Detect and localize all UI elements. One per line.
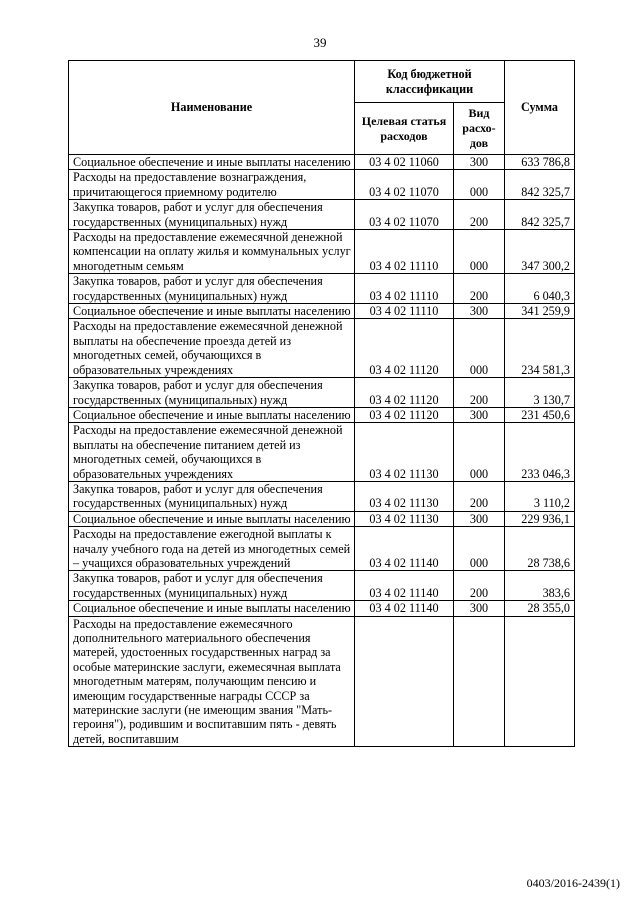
cell-expense-type: 200 <box>454 274 505 304</box>
cell-target-article: 03 4 02 11130 <box>355 423 454 482</box>
cell-target-article: 03 4 02 11110 <box>355 230 454 274</box>
header-expense-type: Вид расхо-дов <box>454 103 505 155</box>
cell-sum <box>505 616 575 747</box>
cell-name: Расходы на предоставление вознаграждения, причитающегося приемному родителю <box>69 170 355 200</box>
cell-target-article: 03 4 02 11140 <box>355 601 454 616</box>
budget-table <box>68 60 575 747</box>
cell-sum: 28 738,6 <box>505 527 575 571</box>
table-row <box>69 601 575 616</box>
cell-sum: 633 786,8 <box>505 155 575 170</box>
table-row <box>69 481 575 511</box>
table-row <box>69 230 575 274</box>
cell-sum: 3 130,7 <box>505 378 575 408</box>
cell-sum: 6 040,3 <box>505 274 575 304</box>
cell-expense-type: 300 <box>454 601 505 616</box>
cell-target-article: 03 4 02 11060 <box>355 155 454 170</box>
cell-target-article: 03 4 02 11110 <box>355 304 454 319</box>
cell-name: Закупка товаров, работ и услуг для обеспечения государственных (муниципальных) нужд <box>69 481 355 511</box>
table-row <box>69 423 575 482</box>
cell-target-article: 03 4 02 11120 <box>355 378 454 408</box>
cell-target-article: 03 4 02 11110 <box>355 274 454 304</box>
cell-name: Расходы на предоставление ежемесячной денежной выплаты на обеспечение проезда детей из многодетных семей, обучающихся в образовательных учреждениях <box>69 319 355 378</box>
cell-name: Закупка товаров, работ и услуг для обеспечения государственных (муниципальных) нужд <box>69 200 355 230</box>
cell-target-article: 03 4 02 11130 <box>355 511 454 526</box>
cell-expense-type: 200 <box>454 571 505 601</box>
table-row <box>69 170 575 200</box>
document-code: 0403/2016-2439(1) <box>526 876 620 890</box>
cell-name: Расходы на предоставление ежегодной выплаты к началу учебного года на детей из многодетных семей – учащихся образовательных учреждений <box>69 527 355 571</box>
cell-target-article: 03 4 02 11140 <box>355 527 454 571</box>
header-target-article: Целевая статья расходов <box>355 103 454 155</box>
cell-name: Социальное обеспечение и иные выплаты населению <box>69 304 355 319</box>
cell-sum: 383,6 <box>505 571 575 601</box>
header-sum: Сумма <box>505 61 575 155</box>
table-row <box>69 304 575 319</box>
table-body <box>69 155 575 747</box>
cell-target-article: 03 4 02 11130 <box>355 481 454 511</box>
cell-expense-type: 000 <box>454 230 505 274</box>
cell-expense-type: 200 <box>454 481 505 511</box>
cell-expense-type <box>454 616 505 747</box>
cell-name: Закупка товаров, работ и услуг для обеспечения государственных (муниципальных) нужд <box>69 274 355 304</box>
cell-target-article: 03 4 02 11070 <box>355 170 454 200</box>
cell-name: Расходы на предоставление ежемесячной денежной компенсации на оплату жилья и коммунальных услуг многодетным семьям <box>69 230 355 274</box>
cell-sum: 341 259,9 <box>505 304 575 319</box>
cell-expense-type: 000 <box>454 423 505 482</box>
table-row <box>69 511 575 526</box>
cell-name: Социальное обеспечение и иные выплаты населению <box>69 511 355 526</box>
cell-expense-type: 200 <box>454 200 505 230</box>
cell-expense-type: 300 <box>454 155 505 170</box>
cell-name: Расходы на предоставление ежемесячного дополнительного материального обеспечения матерей, удостоенных государственных наград за особые материнские заслуги, ежемесячная выплата многодетным матерям, получающим пенсию и имеющим государственные награды СССР за материнские заслуги (не имеющим звания "Мать-героиня"), родившим и воспитавшим пять - девять детей, воспитавшим <box>69 616 355 747</box>
cell-sum: 234 581,3 <box>505 319 575 378</box>
cell-name: Социальное обеспечение и иные выплаты населению <box>69 601 355 616</box>
cell-sum: 842 325,7 <box>505 170 575 200</box>
table-row <box>69 407 575 422</box>
cell-sum: 233 046,3 <box>505 423 575 482</box>
table-row <box>69 200 575 230</box>
cell-expense-type: 300 <box>454 407 505 422</box>
table-row <box>69 319 575 378</box>
cell-target-article: 03 4 02 11140 <box>355 571 454 601</box>
cell-expense-type: 300 <box>454 511 505 526</box>
cell-sum: 231 450,6 <box>505 407 575 422</box>
table-row <box>69 274 575 304</box>
page-number: 39 <box>313 35 327 50</box>
header-budget-code: Код бюджетной классификации <box>355 61 505 103</box>
cell-name: Закупка товаров, работ и услуг для обеспечения государственных (муниципальных) нужд <box>69 571 355 601</box>
table-row <box>69 378 575 408</box>
cell-name: Расходы на предоставление ежемесячной денежной выплаты на обеспечение питанием детей из многодетных семей, обучающихся в образовательных учреждениях <box>69 423 355 482</box>
cell-expense-type: 000 <box>454 527 505 571</box>
cell-sum: 3 110,2 <box>505 481 575 511</box>
table-row <box>69 155 575 170</box>
cell-target-article: 03 4 02 11070 <box>355 200 454 230</box>
cell-expense-type: 200 <box>454 378 505 408</box>
cell-expense-type: 000 <box>454 319 505 378</box>
cell-name: Социальное обеспечение и иные выплаты населению <box>69 407 355 422</box>
cell-expense-type: 300 <box>454 304 505 319</box>
cell-sum: 347 300,2 <box>505 230 575 274</box>
header-name: Наименование <box>69 61 355 155</box>
cell-name: Социальное обеспечение и иные выплаты населению <box>69 155 355 170</box>
cell-sum: 842 325,7 <box>505 200 575 230</box>
cell-sum: 229 936,1 <box>505 511 575 526</box>
cell-name: Закупка товаров, работ и услуг для обеспечения государственных (муниципальных) нужд <box>69 378 355 408</box>
cell-target-article: 03 4 02 11120 <box>355 319 454 378</box>
table-row <box>69 571 575 601</box>
cell-target-article: 03 4 02 11120 <box>355 407 454 422</box>
table-row <box>69 527 575 571</box>
cell-expense-type: 000 <box>454 170 505 200</box>
table-header <box>69 61 575 155</box>
cell-target-article <box>355 616 454 747</box>
cell-sum: 28 355,0 <box>505 601 575 616</box>
table-row <box>69 616 575 747</box>
